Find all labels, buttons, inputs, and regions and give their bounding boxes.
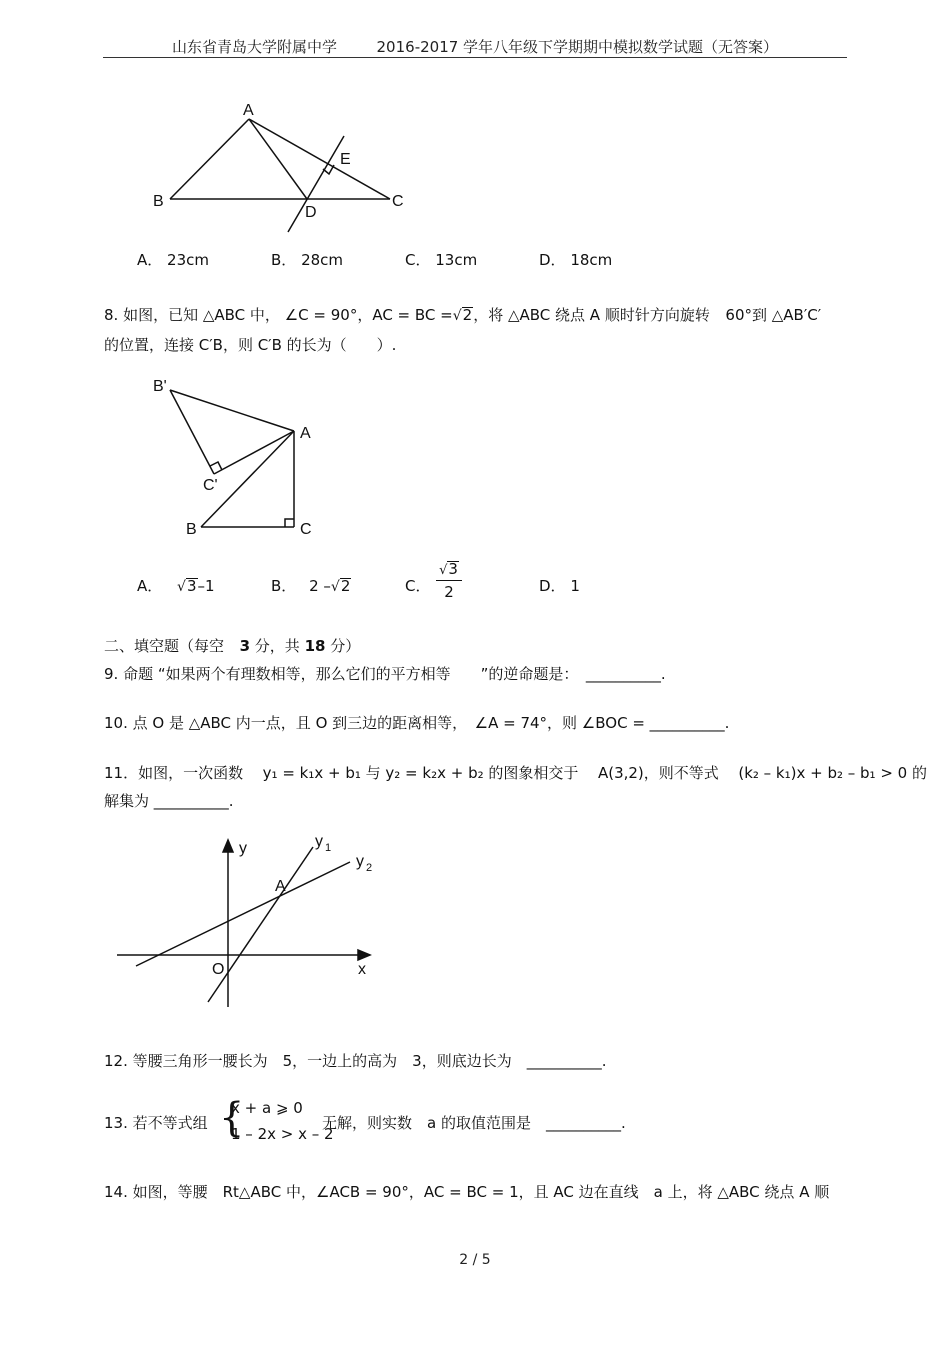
option-text: 2 – — [309, 577, 331, 595]
q11-line1 — [104, 762, 927, 783]
q7-option-d — [539, 249, 612, 270]
q14: 14. 如图，等腰 Rt△ABC 中，∠ACB = 90°，AC = BC = 1，且 AC 边在直线 a 上，将 △ABC 绕点 A 顺 — [104, 1183, 830, 1201]
page-header — [0, 36, 950, 57]
section-title-text: 二、填空题（每空 — [104, 637, 225, 655]
label-y2-subscript: 2 — [366, 862, 373, 874]
segment-ab — [201, 431, 294, 527]
header-exam-title: 2016-2017 学年八年级下学期期中模拟数学试题（无答案） — [376, 38, 779, 56]
q13-prefix: 13. 若不等式组 — [104, 1114, 208, 1132]
q7-option-b — [271, 249, 343, 270]
q11-text-b: y₁ = k₁x + b₁ 与 y₂ = k₂x + b₂ 的图象相交于 — [262, 764, 579, 782]
label-y-axis: y — [239, 840, 247, 857]
option-letter: C． — [405, 251, 431, 269]
line-perpendicular-bisector — [288, 136, 344, 232]
section-total: 18 — [304, 637, 326, 655]
q11-text-d: (k₂ – k₁)x + b₂ – b₁ > 0 的 — [738, 764, 927, 782]
label-y1: y — [315, 833, 323, 850]
q8-text-b: ∠C = 90°，AC = BC = — [284, 306, 453, 324]
line-y2 — [136, 862, 350, 966]
q7-option-a — [137, 249, 209, 270]
q8-sqrt-value: 2 — [462, 306, 473, 324]
q11-line2: 解集为 __________. — [104, 792, 234, 810]
label-e: E — [340, 151, 351, 168]
label-y2: y — [356, 853, 364, 870]
option-text: 28cm — [301, 251, 344, 269]
section-per-blank: 3 — [239, 637, 251, 655]
fraction-numerator: 3 — [448, 560, 458, 578]
label-d: D — [305, 204, 317, 221]
line-y1 — [208, 847, 313, 1002]
header-rule — [103, 57, 847, 58]
q8-text-a: 8. 如图，已知 △ABC 中， — [104, 306, 280, 324]
q13-brace: { — [219, 1095, 245, 1141]
segment-bpcp — [170, 390, 214, 474]
right-angle-mark-e — [323, 165, 334, 174]
header-school: 山东省青岛大学附属中学 — [171, 38, 337, 56]
label-c: C — [392, 193, 404, 210]
q9: 9. 命题 “如果两个有理数相等，那么它们的平方相等 ”的逆命题是： __________. — [104, 665, 666, 683]
q12: 12. 等腰三角形一腰长为 5，一边上的高为 3，则底边长为 __________. — [104, 1052, 607, 1070]
label-point-a: A — [275, 878, 286, 895]
q8-text-c: ，将 △ABC 绕点 A 顺时针方向旋转 — [473, 306, 710, 324]
x-axis-arrow — [358, 950, 370, 960]
label-a: A — [300, 425, 311, 442]
option-letter: B． — [271, 577, 297, 595]
q13-suffix: 无解，则实数 a 的取值范围是 __________. — [322, 1114, 626, 1132]
q7-option-c — [405, 249, 477, 270]
label-x-axis: x — [358, 961, 366, 978]
right-angle-mark-c — [285, 519, 294, 527]
section-title-text: 分，共 — [254, 637, 300, 655]
option-letter: D． — [539, 577, 566, 595]
label-b: B — [153, 193, 164, 210]
q8-option-a: A． √3–1 — [137, 577, 215, 595]
label-y1-subscript: 1 — [325, 842, 332, 854]
q11-text-a: 11．如图，一次函数 — [104, 764, 244, 782]
q8-option-b: B． 2 –√2 — [271, 577, 351, 595]
q8-line1: 8. 如图，已知 △ABC 中， ∠C = 90°，AC = BC =√2，将 △ABC 绕点 A 顺时针方向旋转 60°到 △AB′C′ — [104, 306, 822, 324]
segment-ad — [249, 119, 307, 199]
option-letter: B． — [271, 251, 297, 269]
q8-option-c-letter: C． — [405, 577, 431, 595]
option-sqrt: 2 — [340, 577, 351, 595]
page-number: 2 / 5 — [459, 1252, 491, 1268]
q8-line2: 的位置，连接 C′B，则 C′B 的长为（ ）. — [104, 336, 397, 354]
label-c-prime: C' — [203, 477, 218, 494]
q8-text-d: 60°到 △AB′C′ — [725, 306, 822, 324]
option-text: –1 — [197, 577, 215, 595]
q11-text-c: A(3,2)，则不等式 — [597, 764, 719, 782]
option-text: 1 — [570, 577, 580, 595]
label-origin: O — [212, 961, 225, 978]
fraction-denominator: 2 — [444, 583, 454, 601]
section-title-text: 分） — [330, 637, 361, 655]
option-letter: A． — [137, 577, 163, 595]
segment-bpa — [170, 390, 294, 431]
segment-cpa — [214, 431, 294, 474]
q13-inequality-2: 1 – 2x > x – 2 — [231, 1125, 334, 1143]
right-angle-mark-cp — [210, 462, 222, 470]
label-c: C — [300, 521, 312, 538]
option-letter: A． — [137, 251, 163, 269]
label-b-prime: B' — [153, 378, 167, 395]
q8-option-c-fraction: √3 2 — [436, 560, 462, 601]
q13-inequality-1: x + a ⩾ 0 — [231, 1099, 303, 1117]
option-text: 23cm — [167, 251, 209, 269]
q10: 10. 点 O 是 △ABC 内一点，且 O 到三边的距离相等， ∠A = 74°，则 ∠BOC = __________. — [104, 714, 730, 732]
label-a: A — [243, 102, 254, 119]
option-sqrt: 3 — [186, 577, 197, 595]
option-text: 18cm — [570, 251, 613, 269]
y-axis-arrow — [223, 840, 233, 852]
section-2-title — [104, 635, 360, 656]
segment-ab — [170, 119, 249, 199]
option-letter: D． — [539, 251, 566, 269]
option-text: 13cm — [435, 251, 478, 269]
q8-option-d — [539, 575, 580, 596]
segment-ac — [249, 119, 390, 199]
label-b: B — [186, 521, 197, 538]
